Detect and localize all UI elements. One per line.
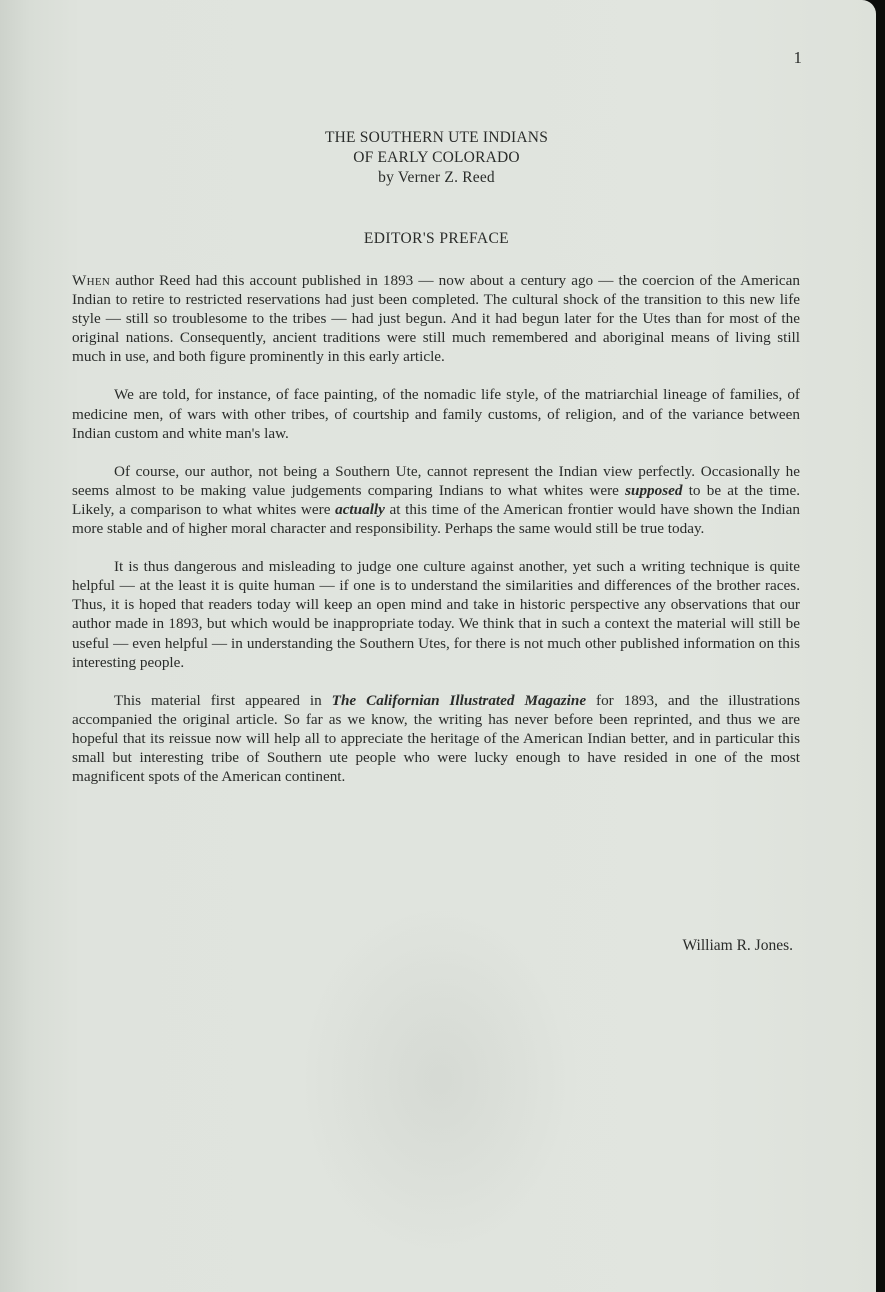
title-block	[0, 128, 873, 188]
page-number: 1	[793, 48, 802, 67]
paragraph-3-emphasis-supposed: supposed	[625, 481, 683, 499]
paragraph-3-part-b: to be at the time. Likely, a comparison to what whites were	[72, 481, 800, 518]
paragraph-2: We are told, for instance, of face painting, of the nomadic life style, of the matriarchial lineage of families, of medicine men, of wars with other tribes, of courtship and family customs, of religion, and of the variance between Indian custom and white man's law.	[72, 386, 800, 442]
paragraph-5-part-a: This material first appeared in	[114, 691, 332, 709]
byline: by Verner Z. Reed	[378, 169, 495, 186]
paragraph-1-text: author Reed had this account published in 1893 — now about a century ago — the coercion of the American Indian to retire to restricted reservations had just been completed. The cultural shock of the transition to this new life style — still so troublesome to the tribes — had just begun. And it had begun later for the Utes than for most of the original nations. Consequently, ancient traditions were still much remembered and aboriginal means of living still much in use, and both figure prominently in this early article.	[72, 272, 800, 366]
preface-heading: EDITOR'S PREFACE	[363, 230, 510, 247]
paragraph-3	[72, 462, 800, 538]
paragraph-4: It is thus dangerous and misleading to judge one culture against another, yet such a writing technique is quite helpful — at the least it is quite human — if one is to understand the similarities and differences of the brother races. Thus, it is hoped that readers today will keep an open mind and take in historic perspective any observations that our author made in 1893, but which would be inappropriate today. We think that in such a context the material will still be useful — even helpful — in understanding the Southern Utes, for there is not much other published information on this interesting people.	[72, 558, 800, 671]
title-line-1: THE SOUTHERN UTE INDIANS	[324, 129, 549, 146]
bleed-through-shadow	[300, 900, 580, 1260]
paragraph-5	[72, 691, 800, 786]
paragraph-3-part-a: Of course, our author, not being a Southern Ute, cannot represent the Indian view perfectly. Occasionally he seems almost to be making value judgements comparing Indians to what whites were	[72, 462, 800, 499]
title-line-2: OF EARLY COLORADO	[353, 149, 520, 166]
paragraph-1	[72, 271, 800, 366]
paragraph-1-lead: When	[72, 272, 111, 289]
paragraph-3-emphasis-actually: actually	[335, 500, 385, 518]
preface-body	[72, 271, 800, 805]
signature: William R. Jones.	[682, 937, 793, 954]
paragraph-3-part-c: at this time of the American frontier would have shown the Indian more stable and of higher moral character and responsibility. Perhaps the same would still be true today.	[72, 500, 800, 538]
paragraph-5-part-b: for 1893, and the illustrations accompanied the original article. So far as we know, the writing has never before been reprinted, and thus we are hopeful that its reissue now will help all to appreciate the heritage of the American Indian better, and in particular this small but interesting tribe of Southern ute people who were lucky enough to have resided in one of the most magnificent spots of the American continent.	[72, 691, 800, 786]
magazine-title: The Californian Illustrated Magazine	[331, 691, 587, 709]
